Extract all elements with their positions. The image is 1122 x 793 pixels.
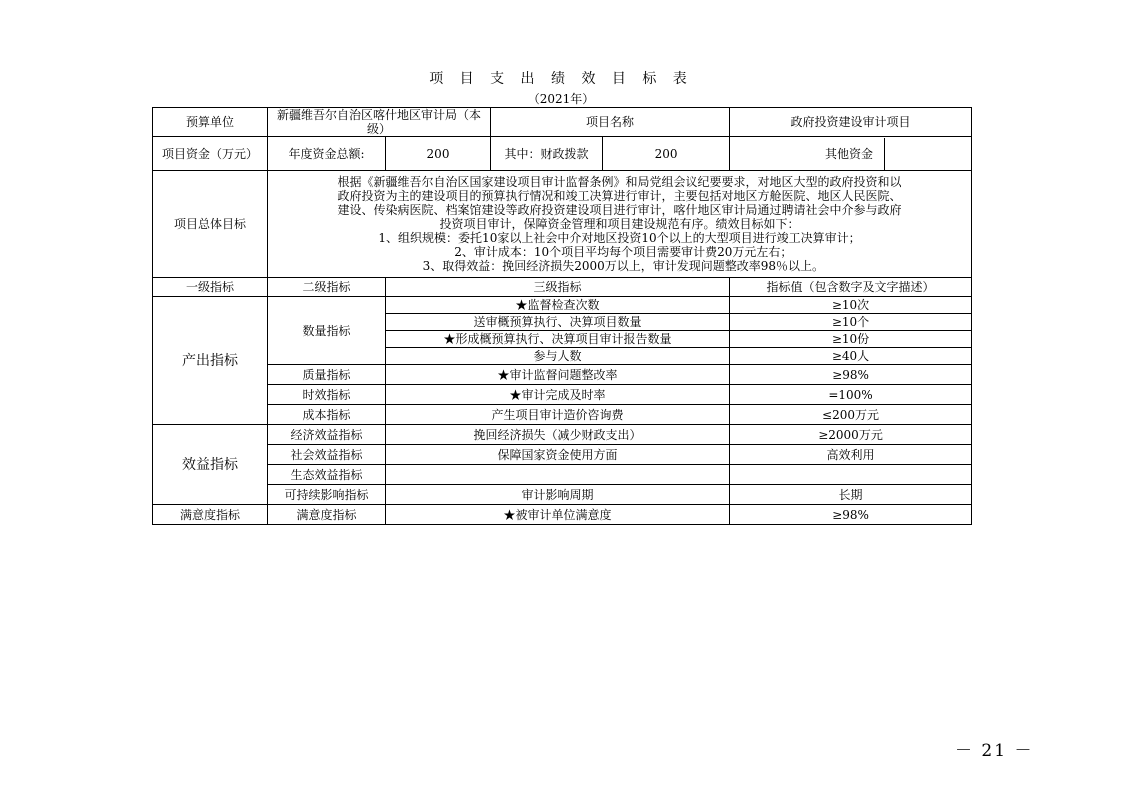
- table-row: [153, 405, 972, 425]
- timeliness-indicator-label: 时效指标: [268, 385, 386, 405]
- indicator-value: =100%: [730, 385, 972, 405]
- table-row: [153, 445, 972, 465]
- indicator-value: [730, 465, 972, 485]
- column-header-level2: 二级指标: [268, 278, 386, 297]
- indicator-name: 产生项目审计造价咨询费: [386, 405, 730, 425]
- table-row: [153, 465, 972, 485]
- overall-goal-label: 项目总体目标: [153, 171, 268, 278]
- indicator-name: 保障国家资金使用方面: [386, 445, 730, 465]
- column-header-level3: 三级指标: [386, 278, 730, 297]
- table-row: [153, 278, 972, 297]
- ecological-benefit-label: 生态效益指标: [268, 465, 386, 485]
- indicator-name: ★审计完成及时率: [386, 385, 730, 405]
- project-name-label: 项目名称: [491, 108, 730, 137]
- indicator-value: ≥2000万元: [730, 425, 972, 445]
- goal-line: 投资项目审计，保障资金管理和项目建设规范有序。绩效目标如下：: [439, 217, 800, 231]
- project-funds-label: 项目资金（万元）: [153, 137, 268, 171]
- indicator-name: ★被审计单位满意度: [386, 505, 730, 525]
- annual-total-value: 200: [386, 137, 491, 171]
- table-row: [153, 485, 972, 505]
- table-row: [153, 137, 972, 171]
- quantity-indicator-label: 数量指标: [268, 297, 386, 365]
- overall-goal-text: [268, 171, 972, 278]
- indicator-value: ≤200万元: [730, 405, 972, 425]
- satisfaction-sub-label: 满意度指标: [268, 505, 386, 525]
- table-row: [153, 365, 972, 385]
- other-funds-label: 其他资金: [814, 138, 885, 170]
- page-number: － 21 －: [955, 741, 1034, 761]
- budget-unit-label: 预算单位: [153, 108, 268, 137]
- column-header-level1: 一级指标: [153, 278, 268, 297]
- indicator-name: 审计影响周期: [386, 485, 730, 505]
- indicator-value: 长期: [730, 485, 972, 505]
- indicator-name: 送审概预算执行、决算项目数量: [386, 314, 730, 331]
- indicator-value: ≥10次: [730, 297, 972, 314]
- goal-line: 2、审计成本：10个项目平均每个项目需要审计费20万元左右；: [446, 245, 793, 259]
- project-name-value: 政府投资建设审计项目: [730, 108, 972, 137]
- fiscal-allocation-label: 其中：财政拨款: [491, 137, 603, 171]
- goal-line: 3、取得效益：挽回经济损失2000万以上，审计发现问题整改率98％以上。: [414, 259, 825, 273]
- table-row: [153, 108, 972, 137]
- quality-indicator-label: 质量指标: [268, 365, 386, 385]
- indicator-value: 高效利用: [730, 445, 972, 465]
- goal-line: 根据《新疆维吾尔自治区国家建设项目审计监督条例》和局党组会议纪要要求，对地区大型的政府投资和以: [337, 175, 902, 189]
- indicator-name: 挽回经济损失（减少财政支出）: [386, 425, 730, 445]
- sustainable-impact-label: 可持续影响指标: [268, 485, 386, 505]
- indicator-value: ≥10份: [730, 331, 972, 348]
- goal-line: 1、组织规模：委托10家以上社会中介对地区投资10个以上的大型项目进行竣工决算审计；: [378, 231, 861, 245]
- economic-benefit-label: 经济效益指标: [268, 425, 386, 445]
- indicator-name: 参与人数: [386, 348, 730, 365]
- indicator-value: ≥98%: [730, 505, 972, 525]
- table-title: 项 目 支 出 绩 效 目 标 表: [429, 71, 693, 87]
- table-row: [153, 425, 972, 445]
- fiscal-allocation-value: 200: [603, 137, 730, 171]
- indicator-value: ≥98%: [730, 365, 972, 385]
- table-row: [153, 385, 972, 405]
- annual-total-label: 年度资金总额:: [268, 137, 386, 171]
- cost-indicator-label: 成本指标: [268, 405, 386, 425]
- goal-line: 建设、传染病医院、档案馆建设等政府投资建设项目进行审计，喀什地区审计局通过聘请社会中介参与政府: [337, 203, 902, 217]
- indicator-name: ★监督检查次数: [386, 297, 730, 314]
- table-year: （2021年）: [527, 92, 595, 106]
- budget-unit-value: 新疆维吾尔自治区喀什地区审计局（本级）: [268, 108, 491, 137]
- satisfaction-indicator-label: 满意度指标: [153, 505, 268, 525]
- benefit-indicator-label: 效益指标: [153, 425, 268, 505]
- indicator-value: ≥40人: [730, 348, 972, 365]
- performance-target-table: [152, 107, 972, 525]
- column-header-value: 指标值（包含数字及文字描述）: [730, 278, 972, 297]
- table-row: [153, 171, 972, 278]
- goal-line: 政府投资为主的建设项目的预算执行情况和竣工决算进行审计，主要包括对地区方舱医院、地区人民医院、: [337, 189, 902, 203]
- indicator-value: ≥10个: [730, 314, 972, 331]
- output-indicator-label: 产出指标: [153, 297, 268, 425]
- indicator-name: [386, 465, 730, 485]
- table-row: [153, 505, 972, 525]
- indicator-name: ★形成概预算执行、决算项目审计报告数量: [386, 331, 730, 348]
- indicator-name: ★审计监督问题整改率: [386, 365, 730, 385]
- social-benefit-label: 社会效益指标: [268, 445, 386, 465]
- table-row: [153, 297, 972, 314]
